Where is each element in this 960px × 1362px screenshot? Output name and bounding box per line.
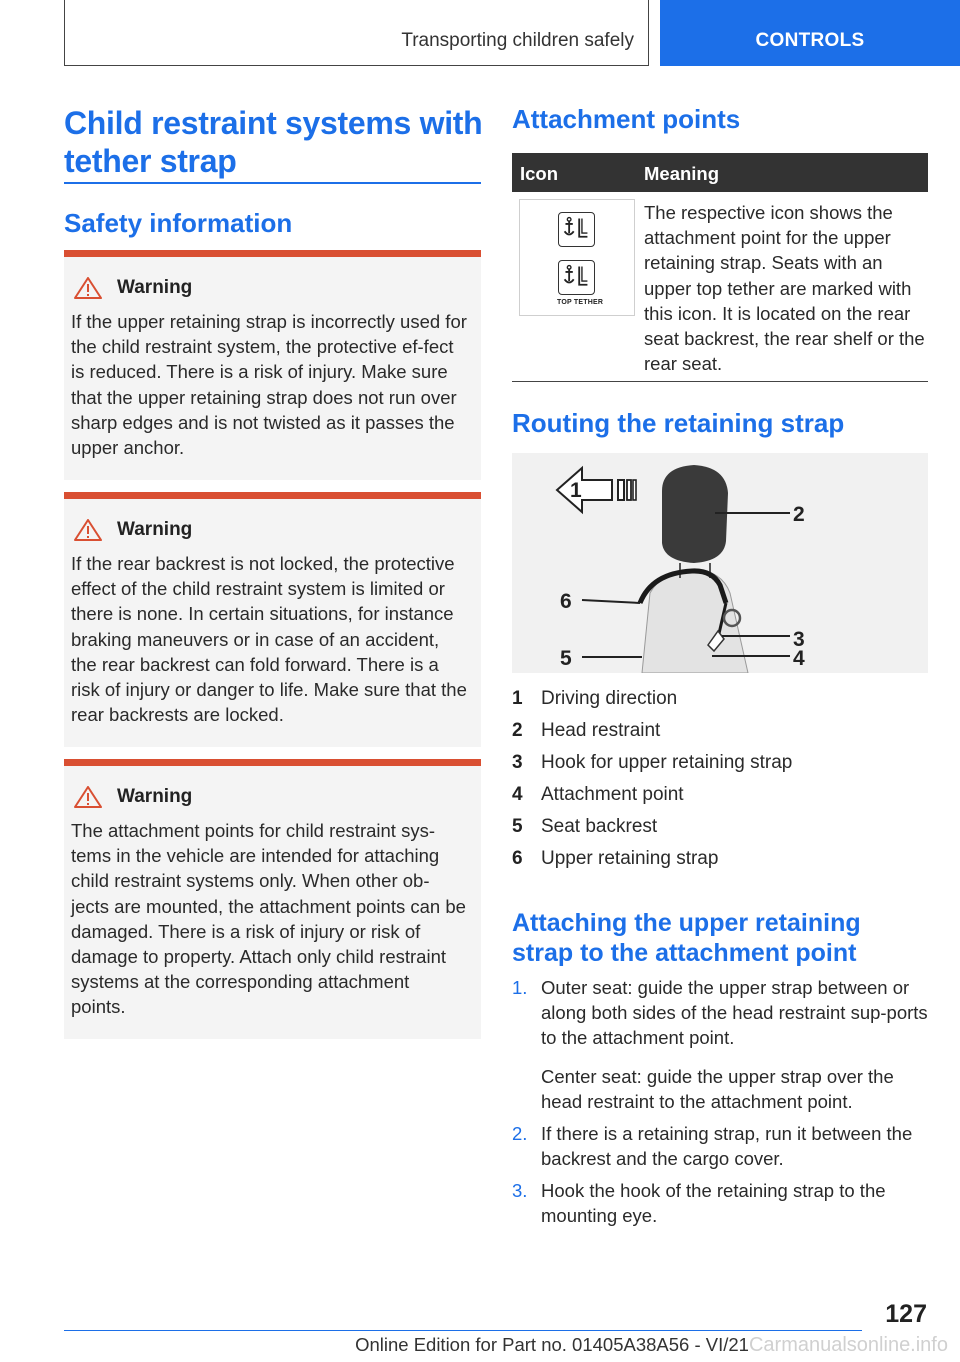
step-text: If there is a retaining strap, run it between the backrest and the cargo cover. xyxy=(541,1123,913,1170)
warning-header xyxy=(73,786,467,808)
footer-edition xyxy=(0,1334,948,1357)
callout-6: 6 xyxy=(560,590,572,613)
warning-box-1 xyxy=(64,250,481,480)
top-tether-icon-cell xyxy=(519,199,635,316)
callout-1: 1 xyxy=(570,479,582,502)
top-tether-anchor-icon xyxy=(558,260,595,295)
callout-2: 2 xyxy=(793,503,805,526)
warning-text: If the rear backrest is not locked, the protective effect of the child restraint system is limited or there is none. In certain situations, for instance braking maneuvers or in case of an accident, the rear backrest can fold forward. There is a risk of injury or danger to life. Make sure that the rear backrests are locked. xyxy=(71,553,467,726)
legend-num: 3 xyxy=(512,752,523,773)
diagram-legend xyxy=(512,688,928,868)
table-header-icon: Icon xyxy=(520,163,559,184)
warning-text: If the upper retaining strap is incorrectly used for the child restraint system, the protective ef-fect is reduced. There is a risk of injury. Make sure that the upper retaining strap does not run over sharp edges and is not twisted as it passes the upper anchor. xyxy=(71,311,467,459)
callout-4: 4 xyxy=(793,647,805,670)
attaching-heading: Attaching the upper retaining strap to the attachment point xyxy=(512,909,861,967)
seat-strap-illustration xyxy=(512,453,928,673)
safety-information-heading: Safety information xyxy=(64,208,293,238)
legend-num: 1 xyxy=(512,688,523,709)
warning-box-2 xyxy=(64,492,481,747)
warning-box-3 xyxy=(64,759,481,1039)
legend-text: Seat backrest xyxy=(541,816,658,837)
warning-text: The attachment points for child restraint sys-tems in the vehicle are intended for attaching child restraint systems only. When other ob-jects are mounted, the attachment points can be damaged. There is a risk of injury or risk of damage to property. Attach only child restraint systems at the corresponding attachment points. xyxy=(71,820,466,1018)
step-number: 3. xyxy=(512,1180,528,1201)
legend-num: 2 xyxy=(512,720,523,741)
page-number: 127 xyxy=(885,1300,927,1328)
table-meaning-text: The respective icon shows the attachment point for the upper retaining strap. Seats with an upper top tether are marked with this icon. It is located on the rear seat backrest, the rear shelf or the rear seat. xyxy=(644,202,925,375)
legend-text: Attachment point xyxy=(541,784,684,805)
page-title: Child restraint systems with tether strap xyxy=(64,105,483,179)
routing-diagram xyxy=(512,453,928,673)
footer-edition-text: Online Edition for Part no. 01405A38A56 - VI/21 xyxy=(355,1334,749,1355)
warning-label: Warning xyxy=(117,519,193,540)
top-tether-label: TOP TETHER xyxy=(557,299,604,306)
warning-triangle-icon xyxy=(73,519,103,541)
footer-watermark: Carmanualsonline.info xyxy=(748,1334,948,1356)
warning-header xyxy=(73,277,467,299)
footer-rule xyxy=(64,1330,862,1331)
callout-3: 3 xyxy=(793,628,805,651)
step-number: 2. xyxy=(512,1123,528,1144)
warning-triangle-icon xyxy=(73,277,103,299)
legend-text: Hook for upper retaining strap xyxy=(541,752,793,773)
header-chapter-tab[interactable] xyxy=(660,0,960,66)
header-chapter-label: CONTROLS xyxy=(755,30,865,51)
warning-label: Warning xyxy=(117,786,193,807)
warning-header xyxy=(73,519,467,541)
legend-text: Head restraint xyxy=(541,720,661,741)
table-header-meaning: Meaning xyxy=(644,163,720,184)
child-seat-anchor-icon xyxy=(558,212,595,247)
step-text: Outer seat: guide the upper strap between or along both sides of the head restraint sup-ports to the attachment point. xyxy=(541,977,928,1049)
routing-heading: Routing the retaining strap xyxy=(512,408,845,438)
header-section-title: Transporting children safely xyxy=(401,30,634,51)
warning-triangle-icon xyxy=(73,786,103,808)
legend-num: 6 xyxy=(512,848,523,869)
warning-label: Warning xyxy=(117,277,193,298)
legend-num: 5 xyxy=(512,816,523,837)
legend-text: Upper retaining strap xyxy=(541,848,719,869)
table-bottom-rule xyxy=(512,381,928,382)
header-section-box xyxy=(64,0,649,66)
callout-5: 5 xyxy=(560,647,572,670)
step-number: 1. xyxy=(512,977,528,998)
step-text: Hook the hook of the retaining strap to the mounting eye. xyxy=(541,1180,886,1227)
legend-num: 4 xyxy=(512,784,523,805)
driving-direction-arrow xyxy=(557,468,636,512)
title-divider xyxy=(64,182,481,184)
attaching-steps-list xyxy=(512,975,928,1235)
legend-text: Driving direction xyxy=(541,688,678,709)
attachment-points-heading: Attachment points xyxy=(512,104,741,134)
table-header xyxy=(512,153,928,192)
step-extra-text: Center seat: guide the upper strap over the head restraint to the attachment point. xyxy=(541,1066,894,1113)
